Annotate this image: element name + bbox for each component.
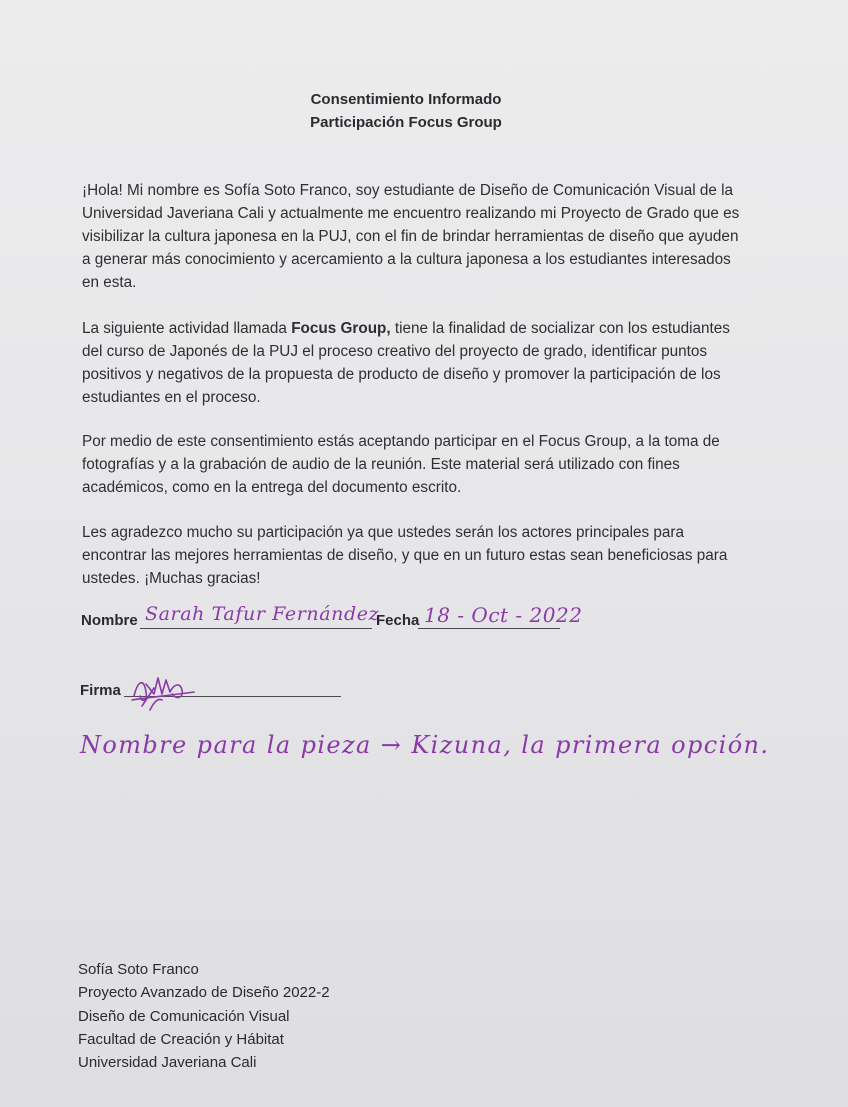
name-handwritten: Sarah Tafur Fernández <box>145 603 380 625</box>
consent-paragraph: Por medio de este consentimiento estás aceptando participar en el Focus Group, a la toma de fotografías y a la grabación de audio de la reunión. Este material será utilizado con fines académicos, como en la entrega del documento escrito. <box>82 433 720 496</box>
focus-group-term: Focus Group, <box>291 320 391 337</box>
thanks-paragraph: Les agradezco mucho su participación ya que ustedes serán los actores principales para encontrar las mejores herramientas de diseño, y que en un futuro estas sean beneficiosas para ustedes. ¡Muchas gracias! <box>82 524 728 587</box>
date-label: Fecha <box>376 612 420 629</box>
footer-faculty: Facultad de Creación y Hábitat <box>78 1030 284 1048</box>
document-title: Consentimiento Informado <box>310 91 502 108</box>
activity-paragraph-start: La siguiente actividad llamada <box>82 320 292 337</box>
intro-paragraph: ¡Hola! Mi nombre es Sofía Soto Franco, soy estudiante de Diseño de Comunicación Visual de la Universidad Javeriana Cali y actualmente me encuentro realizando mi Proyecto de Grado que es visibilizar la cultura japonesa en la PUJ, con el fin de brindar herramientas de diseño que ayuden a generar más conocimiento y acercamiento a la cultura japonesa a los estudiantes interesados en esta. <box>82 182 740 291</box>
footer-author: Sofía Soto Franco <box>78 961 199 978</box>
document-subtitle: Participación Focus Group <box>310 114 502 131</box>
name-line <box>140 628 372 629</box>
activity-paragraph <box>82 317 742 409</box>
signature-scribble <box>124 670 204 712</box>
activity-paragraph-end: tiene la finalidad de socializar con los estudiantes del curso de Japonés de la PUJ el proceso creativo del proyecto de grado, identificar puntos positivos y negativos de la propuesta de producto de diseño y promover la participación de los estudiantes en el proceso. <box>82 320 730 406</box>
footer-program: Diseño de Comunicación Visual <box>78 1007 290 1025</box>
signature-label: Firma <box>80 682 121 699</box>
date-handwritten: 18 - Oct - 2022 <box>424 603 583 627</box>
footer-university: Universidad Javeriana Cali <box>78 1054 257 1072</box>
name-label: Nombre <box>81 612 138 629</box>
date-line <box>418 628 560 629</box>
handwritten-note: Nombre para la pieza → Kizuna, la primera opción. <box>80 731 770 759</box>
author-footer <box>78 958 330 1074</box>
footer-course: Proyecto Avanzado de Diseño 2022-2 <box>78 984 330 1002</box>
